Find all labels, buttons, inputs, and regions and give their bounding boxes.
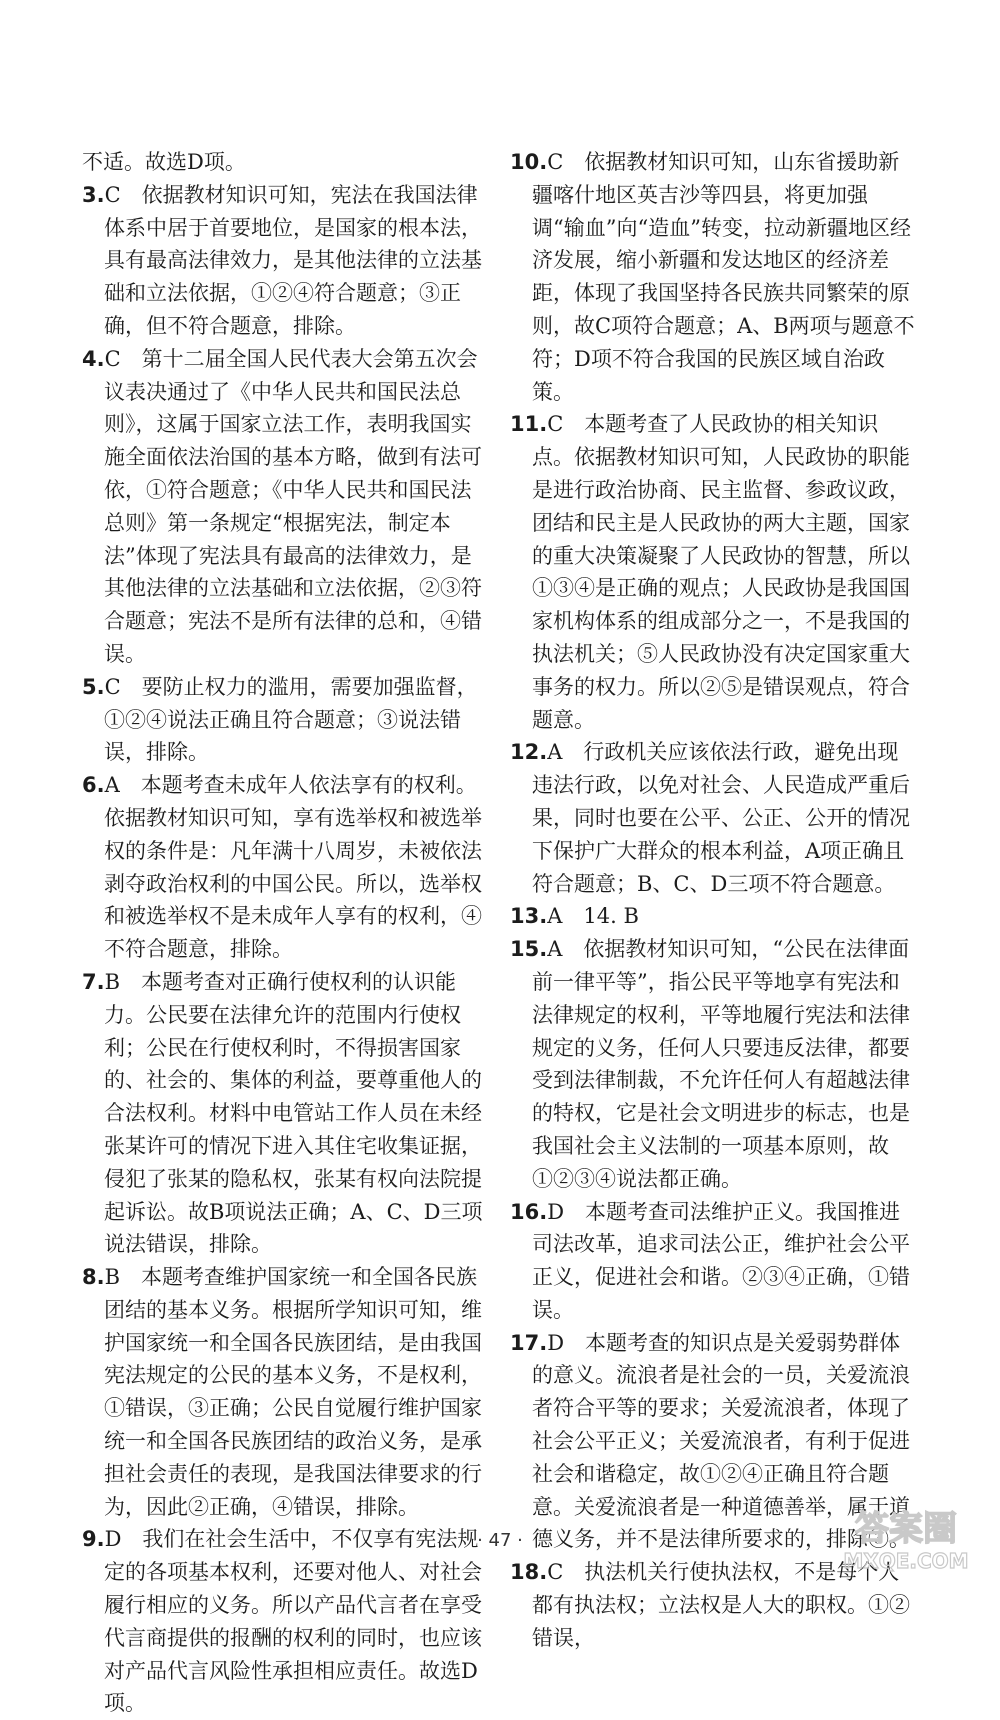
answer-number: 6. [82,773,105,798]
answer-item [510,1196,918,1327]
answer-text: D 本题考查司法维护正义。我国推进司法改革，追求司法公正，维护社会公平正义，促进社会和谐。②③④正确，①错误。 [532,1199,910,1322]
page-number: · 47 · [477,1530,523,1551]
answer-number: 3. [82,182,105,207]
answer-text: C 执法机关行使执法权，不是每个人都有执法权；立法权是人大的职权。①②错误， [532,1560,910,1650]
answer-item [510,900,918,933]
watermark-logo [826,1496,986,1576]
answer-item [82,1523,490,1720]
answer-text: A 依据教材知识可知，“公民在法律面前一律平等”，指公民平等地享有宪法和法律规定的权利，平等地履行宪法和法律规定的义务，任何人只要违反法律，都要受到法律制裁，不允许任何人有超越法律的特权，它是社会文明进步的标志，也是我国社会主义法制的一项基本原则，故①②③④说法都正确。 [532,937,910,1191]
answer-item [82,146,490,179]
answer-text: D 我们在社会生活中，不仅享有宪法规定的各项基本权利，还要对他人、对社会履行相应的义务。所以产品代言者在享受代言商提供的报酬的权利的同时，也应该对产品代言风险性承担相应责任。故选D项。 [104,1527,482,1716]
answer-item [82,966,490,1261]
left-column [82,146,490,1720]
answer-number: 11. [510,412,548,437]
answer-text: C 依据教材知识可知，宪法在我国法律体系中居于首要地位，是国家的根本法，具有最高法律效力，是其他法律的立法基础和立法依据，①②④符合题意；③正确，但不符合题意，排除。 [104,182,482,338]
answer-text: D 本题考查的知识点是关爱弱势群体的意义。流浪者是社会的一员，关爱流浪者符合平等的要求；关爱流浪者，体现了社会公平正义；关爱流浪者，有利于促进社会和谐稳定，故①②④正确且符合题意。关爱流浪者是一种道德善举，属于道德义务，并不是法律所要求的，排除③。 [532,1330,910,1552]
answer-text: A 行政机关应该依法行政，避免出现违法行政，以免对社会、人民造成严重后果，同时也要在公平、公正、公开的情况下保护广大群众的根本利益，A项正确且符合题意；B、C、D三项不符合题意。 [532,740,910,896]
watermark-url: MXQE.COM [843,1549,969,1573]
answer-text: A 本题考查未成年人依法享有的权利。依据教材知识可知，享有选举权和被选举权的条件是：凡年满十八周岁，未被依法剥夺政治权利的中国公民。所以，选举权和被选举权不是未成年人享有的权利，④不符合题意，排除。 [104,773,482,962]
answer-number: 18. [510,1560,548,1585]
answer-item [510,736,918,900]
answer-number: 16. [510,1199,548,1224]
answer-item [510,933,918,1195]
answer-text: C 要防止权力的滥用，需要加强监督，①②④说法正确且符合题意；③说法错误，排除。 [104,674,478,765]
answer-item [510,146,918,408]
answer-item [82,1261,490,1523]
answer-number: 17. [510,1330,548,1355]
answer-text: B 本题考查维护国家统一和全国各民族团结的基本义务。根据所学知识可知，维护国家统一和全国各民族团结，是由我国宪法规定的公民的基本义务，不是权利，①错误，③正确；公民自觉履行维护国家统一和全国各民族团结的政治义务，是承担社会责任的表现，是我国法律要求的行为，因此②正确，④错误，排除。 [104,1265,482,1519]
answer-number: 7. [82,969,105,994]
answer-number: 4. [82,346,105,371]
answer-number: 9. [82,1527,105,1552]
answer-number: 15. [510,937,548,962]
answer-text: C 本题考查了人民政协的相关知识点。依据教材知识可知，人民政协的职能是进行政治协商、民主监督、参政议政，团结和民主是人民政协的两大主题，国家的重大决策凝聚了人民政协的智慧，所以①③④是正确的观点；人民政协是我国国家机构体系的组成部分之一，不是我国的执法机关；⑤人民政协没有决定国家重大事务的权力。所以②⑤是错误观点，符合题意。 [532,412,910,732]
right-column [510,146,918,1655]
answer-item [82,671,490,769]
answer-item [510,408,918,736]
answer-text: C 依据教材知识可知，山东省援助新疆喀什地区英吉沙等四县，将更加强调“输血”向“造血”转变，拉动新疆地区经济发展，缩小新疆和发达地区的经济差距，体现了我国坚持各民族共同繁荣的原则，故C项符合题意；A、B两项与题意不符；D项不符合我国的民族区域自治政策。 [532,150,915,404]
answer-number: 5. [82,674,105,699]
answer-number: 10. [510,150,548,174]
answer-number: 8. [82,1265,105,1290]
answer-item [82,179,490,343]
answer-item [82,343,490,671]
watermark-title: 答案圈 [855,1509,957,1549]
answer-item [82,769,490,966]
answer-text: A 14. B [547,904,639,929]
answer-text: B 本题考查对正确行使权利的认识能力。公民要在法律允许的范围内行使权利；公民在行使权利时，不得损害国家的、社会的、集体的利益，要尊重他人的合法权利。材料中电管站工作人员在未经张某许可的情况下进入其住宅收集证据，侵犯了张某的隐私权，张某有权向法院提起诉讼。故B项说法正确；A、C、D三项说法错误，排除。 [104,969,483,1257]
answer-number: 13. [510,904,548,929]
answer-text: C 第十二届全国人民代表大会第五次会议表决通过了《中华人民共和国民法总则》，这属于国家立法工作，表明我国实施全面依法治国的基本方略，做到有法可依，①符合题意；《中华人民共和国民法总则》第一条规定“根据宪法，制定本法”体现了宪法具有最高的法律效力，是其他法律的立法基础和立法依据，②③符合题意；宪法不是所有法律的总和，④错误。 [104,346,482,666]
answer-number: 12. [510,740,548,765]
answer-text: 不适。故选D项。 [82,150,246,174]
